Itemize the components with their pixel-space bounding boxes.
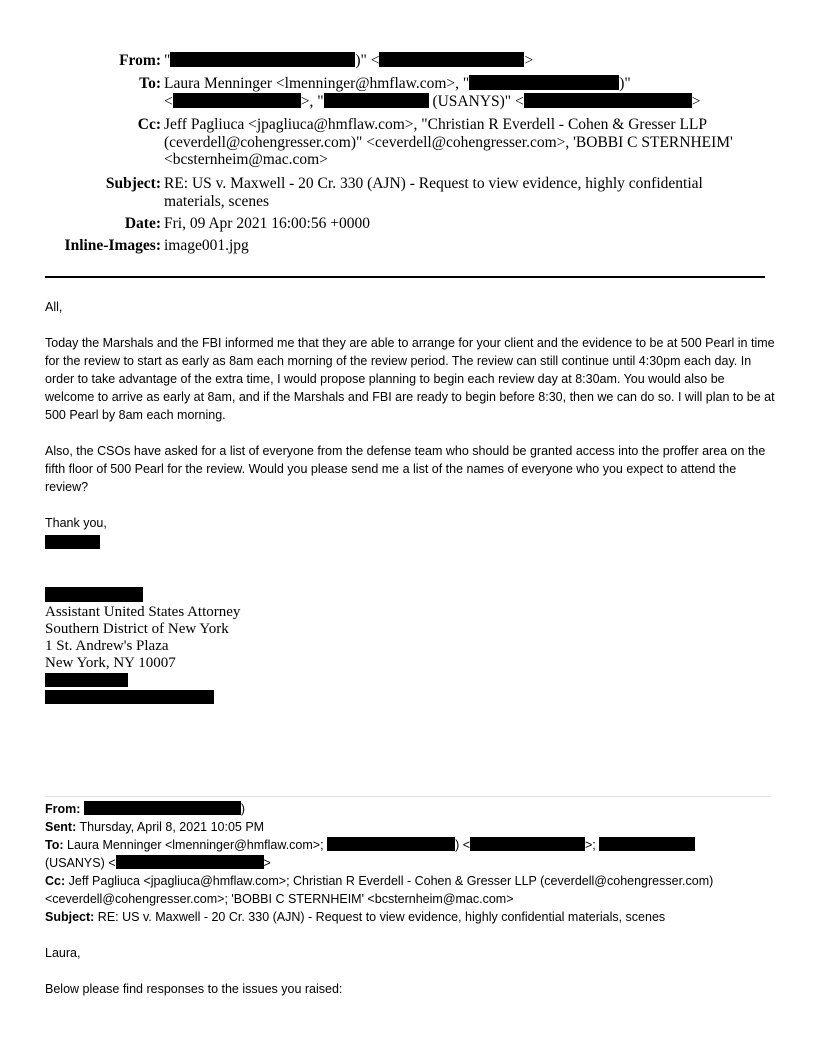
redaction-box [84, 801, 241, 815]
cc-line-2: (ceverdell@cohengresser.com)" <ceverdell@cohengresser.com>, 'BOBBI C STERNHEIM' [164, 133, 733, 151]
cc-line-3: <bcsternheim@mac.com> [164, 151, 328, 168]
fwd-intro: Below please find responses to the issues you raised: [45, 982, 343, 996]
redaction-box [45, 690, 214, 704]
forward-divider [45, 796, 771, 797]
inline-images-label: Inline-Images: [64, 237, 161, 254]
fwd-cc-row: Cc: Jeff Pagliuca <jpagliuca@hmflaw.com>; Christian R Everdell - Cohen & Gresser LLP (ceverdell@cohengresser.com) [45, 874, 714, 888]
body-paragraph-1: Today the Marshals and the FBI informed me that they are able to arrange for your client and the evidence to be at 500 Pearl in time for the review to start as early as 8am each morning of the review period. The review can still continue until 4:30pm each day. In order to take advantage of the extra time, I would propose planning to begin each review day at 8:30am. You would also be welcome to arrive as early at 8am, and if the Marshals and FBI are ready to begin before 8:30, then we can do so. I will plan to be at 500 Pearl by 8am each morning. [45, 336, 775, 422]
date-value: Fri, 09 Apr 2021 16:00:56 +0000 [164, 215, 370, 232]
redaction-box [324, 93, 429, 108]
fwd-to-label: To: [45, 838, 64, 852]
subject-line-1: RE: US v. Maxwell - 20 Cr. 330 (AJN) - Request to view evidence, highly confidential [164, 175, 703, 192]
signature-address-2: New York, NY 10007 [45, 655, 176, 671]
signature-address-1: 1 St. Andrew's Plaza [45, 638, 169, 654]
email-page: From: " )" < > To: Laura Menninger <lmenninger@hmflaw.com>, " )" < >, " (USANYS)" < > Cc: Jeff Pagliuca <jpagliuca@hmflaw.com>, "Christian R Everdell - Cohen & Gresser LLP (ceverdell@cohengresser.com)" <ceverdell@cohengresser.com>, 'BOBBI C STERNHEIM' <bcsternheim@mac.com> Subject: RE: US v. Maxwell - 20 Cr. 330 (AJN) - Request to view evidence, highly confidential materials, scenes Date: Fri, 09 Apr 2021 16:00:56 +0000 Inline-Images: image001.jpg All, Today the Marshals and the FBI informed me that they are able to arrange for your client and the evidence to be at 500 Pearl in time for the review to start as early as 8am each morning of the review period. The review can still continue until 4:30pm each day. In order to take advantage of the extra time, I would propose planning to begin each review day at 8:30am. You would also be welcome to arrive as early at 8am, and if the Marshals and FBI are ready to begin before 8:30, then we can do so. I will plan to be at 500 Pearl by 8am each morning. Also, the CSOs have asked for a list of everyone from the defense team who should be granted access into the proffer area on the fifth floor of 500 Pearl for the review. Would you please send me a list of the names of everyone who you expect to attend the review? Thank you, Assistant United States Attorney Southern District of New York 1 St. Andrew's Plaza New York, NY 10007 From: ) Sent: Thursday, April 8, 2021 10:05 PM To: Laura Menninger <lmenninger@hmflaw.com>; ) < >; (USANYS) < > Cc: Jeff Pagliuca <jpagliuca@hmflaw.com>; Christian R Everdell - Cohen & Gresser LLP (ceverdell@cohengresser.com) <ceverdell@cohengresser.com>; 'BOBBI C STERNHEIM' <bcsternheim@mac.com> Subject: RE: US v. Maxwell - 20 Cr. 330 (AJN) - Request to view evidence, highly confidential materials, scenes Laura, Below please find responses to the issues you raised: [0, 0, 816, 1056]
to-label: To: [139, 75, 161, 92]
from-label: From: [119, 52, 161, 69]
fwd-sent-row [45, 818, 785, 836]
subject-line-2: materials, scenes [164, 192, 270, 210]
redaction-box [45, 673, 128, 687]
redaction-box [116, 855, 264, 869]
fwd-greeting: Laura, [45, 946, 81, 960]
redaction-box [45, 587, 143, 602]
redaction-box [173, 93, 301, 108]
date-label: Date: [124, 215, 161, 232]
cc-line-1: Jeff Pagliuca <jpagliuca@hmflaw.com>, "Christian R Everdell - Cohen & Gresser LLP [164, 116, 707, 133]
redaction-box [45, 535, 100, 549]
fwd-subject-label: Subject: [45, 910, 95, 924]
redaction-box [379, 52, 524, 67]
redaction-box [469, 75, 619, 90]
redaction-box [327, 837, 455, 851]
body-paragraph-2: Also, the CSOs have asked for a list of everyone from the defense team who should be granted access into the proffer area on the fifth floor of 500 Pearl for the review. Would you please send me a list of the names of everyone who you expect to attend the review? [45, 444, 766, 494]
signature-title: Assistant United States Attorney [45, 604, 241, 620]
inline-images-value: image001.jpg [164, 237, 249, 254]
fwd-cc-label: Cc: [45, 874, 66, 888]
header-divider [45, 276, 765, 278]
cc-label: Cc: [137, 116, 161, 133]
closing: Thank you, [45, 516, 107, 530]
email-body [45, 298, 775, 316]
redaction-box [170, 52, 355, 67]
redaction-box [599, 837, 695, 851]
fwd-to-row: To: Laura Menninger <lmenninger@hmflaw.com>; ) < >; [45, 836, 785, 854]
fwd-from-label: From: [45, 802, 81, 816]
fwd-sent-value: Thursday, April 8, 2021 10:05 PM [79, 820, 265, 834]
fwd-subject-row: Subject: RE: US v. Maxwell - 20 Cr. 330 (AJN) - Request to view evidence, highly confidential materials, scenes [45, 910, 666, 924]
signature-office: Southern District of New York [45, 621, 229, 637]
redaction-box [524, 93, 692, 108]
fwd-sent-label: Sent: [45, 820, 77, 834]
redaction-box [470, 837, 585, 851]
forwarded-header: From: ) Sent: Thursday, April 8, 2021 10:05 PM To: Laura Menninger <lmenninger@hmflaw.com>; ) < >; (USANYS) < > Cc: Jeff Pagliuca <jpagliuca@hmflaw.com>; Christian R Everdell - Cohen & Gresser LLP (ceverdell@cohengresser.com) <ceverdell@cohengresser.com>; 'BOBBI C STERNHEIM' <bcsternheim@mac.com> Subject: RE: US v. Maxwell - 20 Cr. 330 (AJN) - Request to view evidence, highly confidential materials, scenes Laura, Below please find responses to the issues you raised: [45, 800, 785, 998]
fwd-from-row: From: ) [45, 802, 246, 816]
signature-block [45, 604, 240, 672]
greeting: All, [45, 300, 63, 314]
subject-label: Subject: [105, 175, 161, 192]
